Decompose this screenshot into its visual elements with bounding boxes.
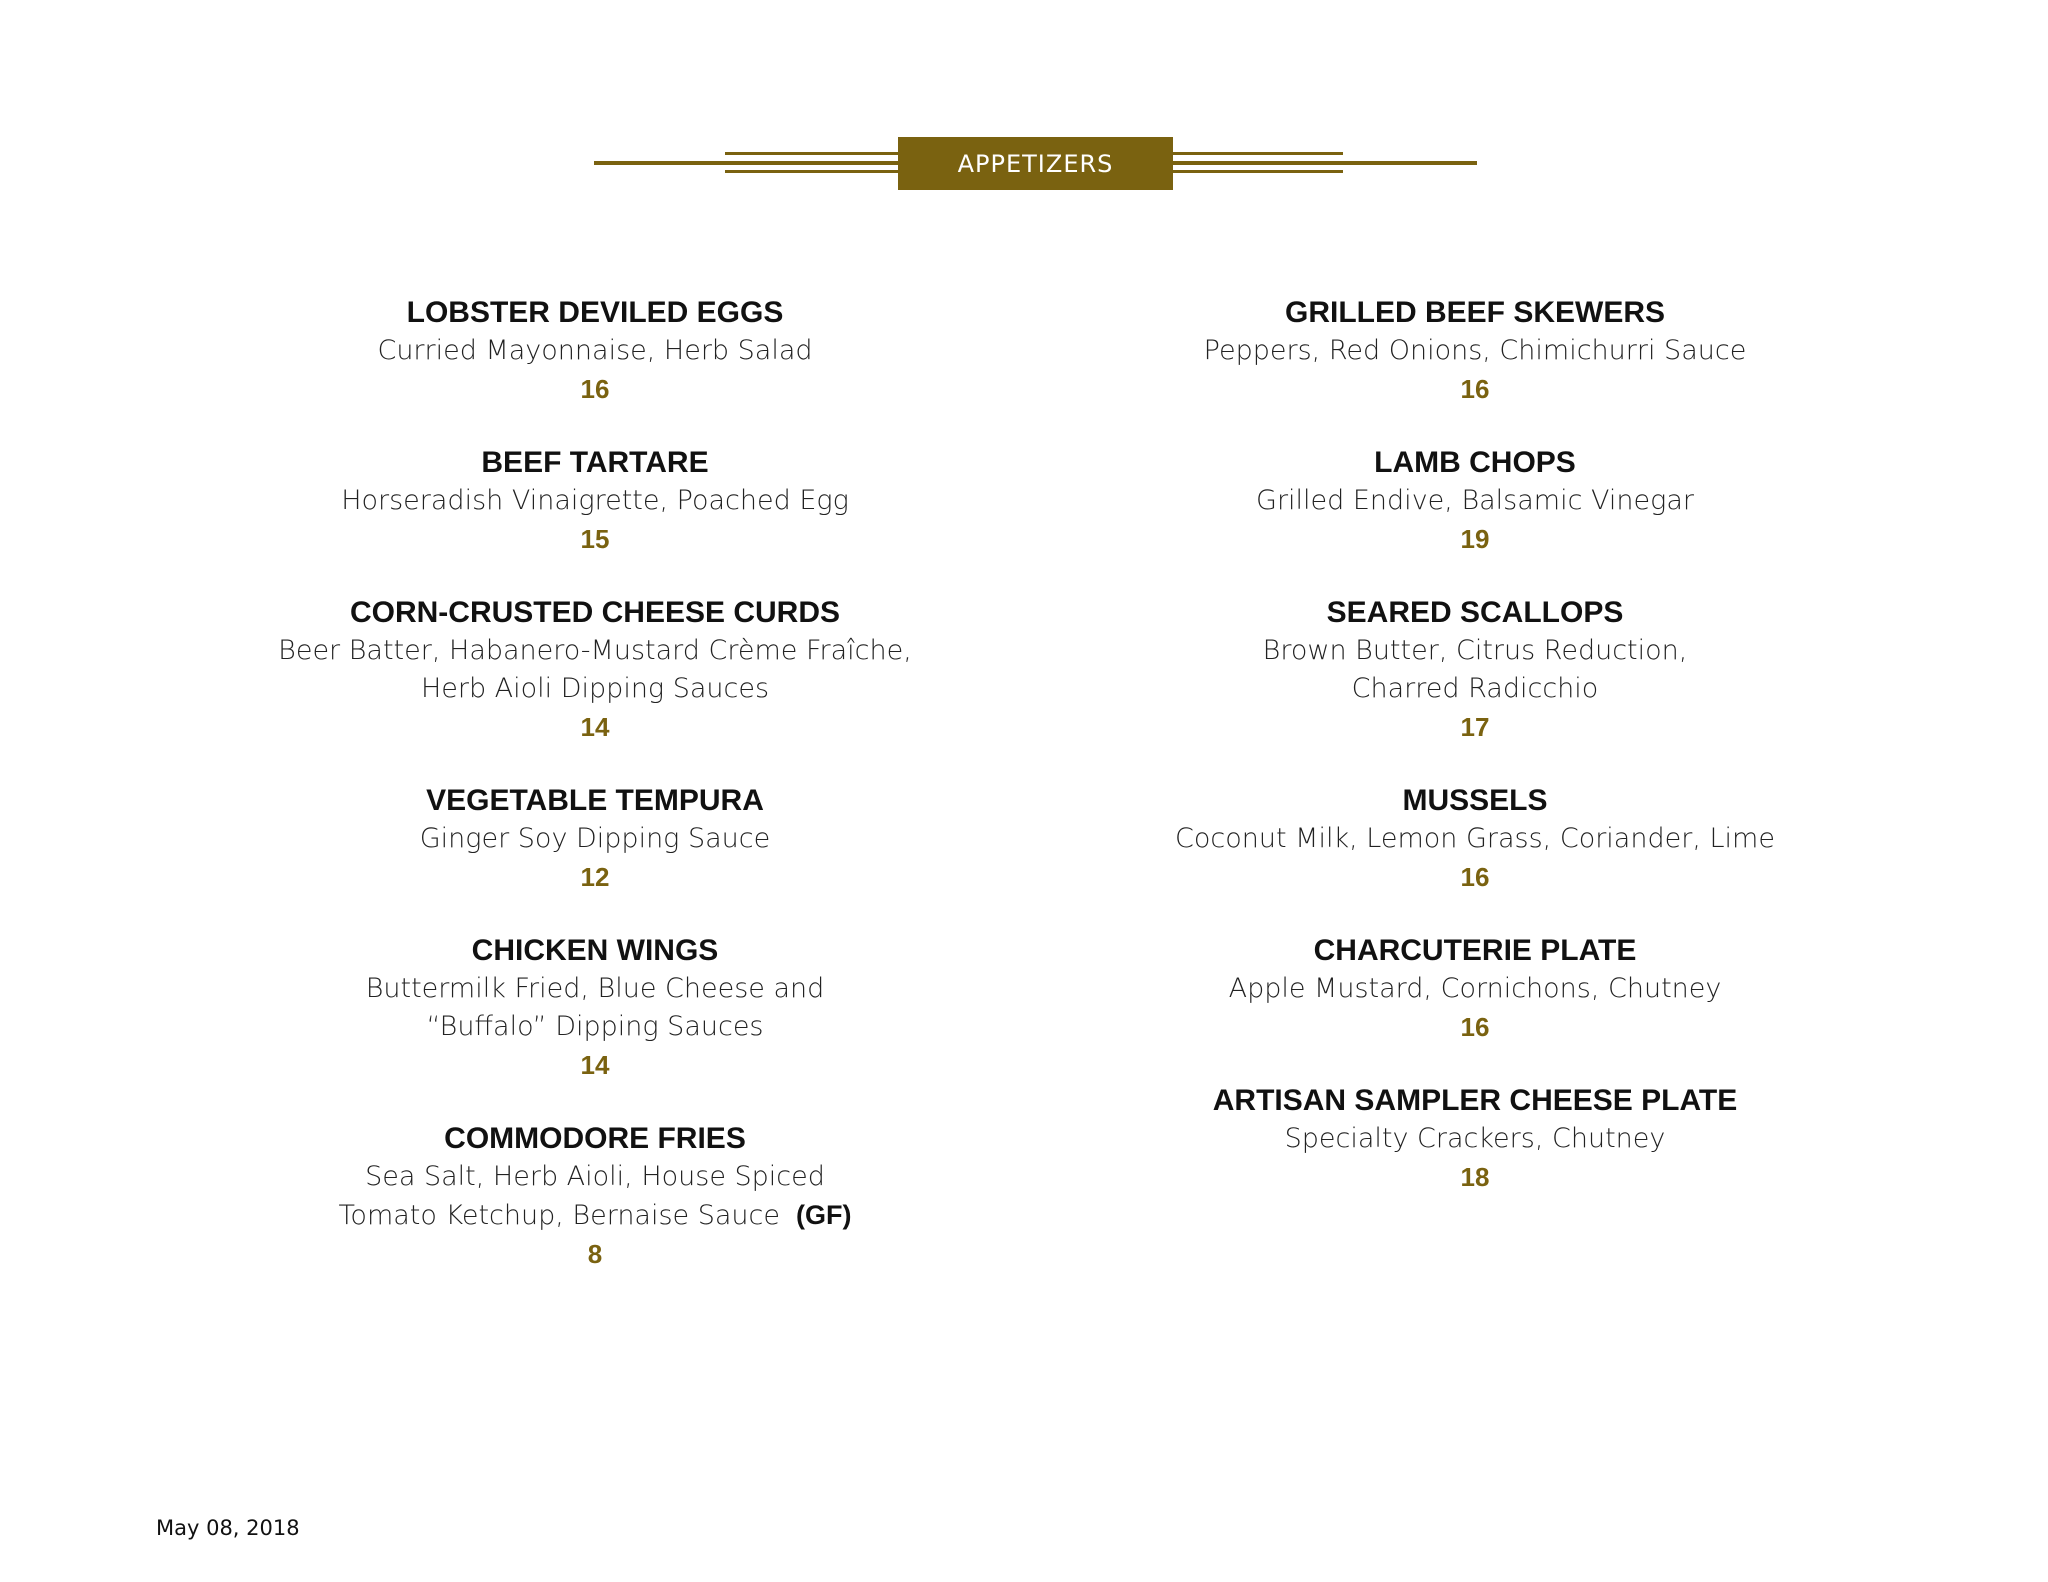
menu-item-price: 19 (1460, 524, 1490, 554)
menu-item-description: Ginger Soy Dipping Sauce (419, 823, 771, 854)
section-title: APPETIZERS (957, 149, 1114, 178)
menu-item (145, 932, 1045, 1084)
menu-item-description: Apple Mustard, Cornichons, Chutney (1228, 973, 1722, 1004)
menu-item-price: 12 (580, 862, 610, 892)
header-rule-right-short-bottom (1173, 170, 1343, 173)
menu-item-name: CORN-CRUSTED CHEESE CURDS (349, 596, 841, 629)
header-rule-right-long (1173, 161, 1477, 165)
menu-item-description: Sea Salt, Herb Aioli, House Spiced (365, 1161, 825, 1192)
menu-item-price: 16 (1460, 862, 1490, 892)
menu-item-name: LAMB CHOPS (1374, 446, 1576, 479)
menu-item-price: 18 (1460, 1162, 1490, 1192)
menu-column-left (145, 294, 1045, 1309)
menu-item-price: 15 (580, 524, 610, 554)
menu-item-name: VEGETABLE TEMPURA (426, 784, 764, 817)
menu-item (1025, 932, 1925, 1046)
menu-item-price: 14 (580, 1050, 610, 1080)
menu-item-name: CHARCUTERIE PLATE (1313, 934, 1637, 967)
header-rule-right-short-top (1173, 152, 1343, 155)
header-rule-left-short-top (725, 152, 898, 155)
menu-item-price: 8 (587, 1239, 603, 1269)
menu-item-price: 16 (1460, 374, 1490, 404)
menu-item-name: SEARED SCALLOPS (1326, 596, 1624, 629)
menu-item-name: MUSSELS (1402, 784, 1548, 817)
menu-column-right (1025, 294, 1925, 1232)
menu-item-description: Herb Aioli Dipping Sauces (420, 673, 770, 704)
menu-item-price: 14 (580, 712, 610, 742)
section-header (0, 0, 2048, 200)
menu-item (145, 782, 1045, 896)
menu-item-description: Specialty Crackers, Chutney (1284, 1123, 1666, 1154)
menu-item-name: GRILLED BEEF SKEWERS (1284, 296, 1666, 329)
menu-item-description: Beer Batter, Habanero-Mustard Crème Fraîche, (278, 635, 912, 666)
header-rule-left-short-bottom (725, 170, 898, 173)
menu-item (145, 594, 1045, 746)
menu-item-name: COMMODORE FRIES (444, 1122, 746, 1155)
menu-item-name: BEEF TARTARE (481, 446, 709, 479)
menu-item-description: Horseradish Vinaigrette, Poached Egg (341, 485, 849, 516)
menu-item-description: Buttermilk Fried, Blue Cheese and (365, 973, 825, 1004)
menu-item-name: ARTISAN SAMPLER CHEESE PLATE (1212, 1084, 1738, 1117)
menu-item (1025, 1082, 1925, 1196)
menu-item (1025, 594, 1925, 746)
menu-item (1025, 782, 1925, 896)
menu-item-description: Charred Radicchio (1351, 673, 1599, 704)
menu-item-description: Grilled Endive, Balsamic Vinegar (1256, 485, 1694, 516)
menu-item-name: CHICKEN WINGS (471, 934, 719, 967)
menu-item-price: 16 (580, 374, 610, 404)
menu-item (145, 294, 1045, 408)
menu-item-description: Curried Mayonnaise, Herb Salad (377, 335, 813, 366)
menu-item-price: 16 (1460, 1012, 1490, 1042)
menu-item-description-line (145, 1196, 1045, 1235)
menu-item-name: LOBSTER DEVILED EGGS (406, 296, 784, 329)
menu-item (145, 444, 1045, 558)
menu-item-description: Brown Butter, Citrus Reduction, (1262, 635, 1688, 666)
menu-item (145, 1120, 1045, 1273)
menu-item-price: 17 (1460, 712, 1490, 742)
menu-item (1025, 294, 1925, 408)
menu-item-description-text: Tomato Ketchup, Bernaise Sauce (338, 1200, 780, 1231)
menu-date: May 08, 2018 (156, 1516, 300, 1540)
menu-item (1025, 444, 1925, 558)
menu-item-description: Peppers, Red Onions, Chimichurri Sauce (1203, 335, 1747, 366)
header-rule-left-long (594, 161, 898, 165)
menu-item-description: Coconut Milk, Lemon Grass, Coriander, Lime (1175, 823, 1775, 854)
menu-item-description: “Buffalo” Dipping Sauces (426, 1011, 764, 1042)
section-title-box (898, 137, 1173, 190)
gluten-free-badge: (GF) (796, 1200, 852, 1230)
